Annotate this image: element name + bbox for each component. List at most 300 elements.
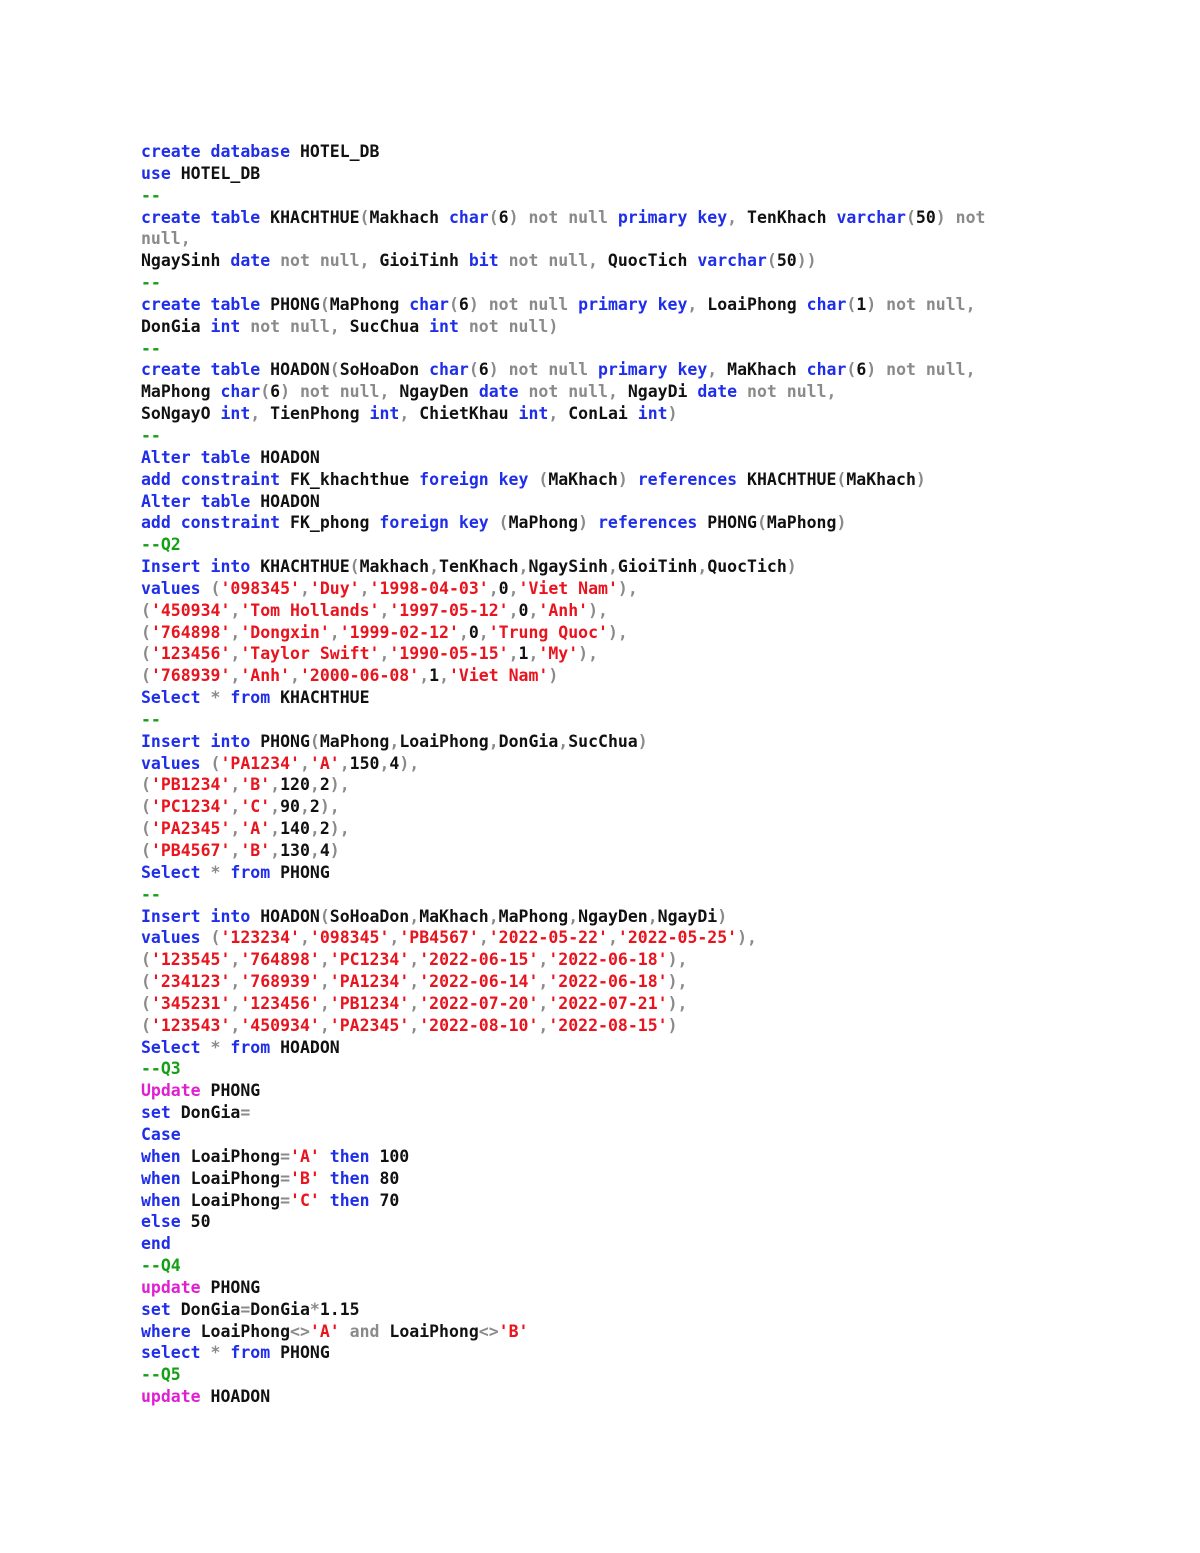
- code-token: Insert into: [141, 557, 261, 577]
- code-token: ,: [607, 557, 618, 577]
- code-token: 'PB1234': [150, 775, 231, 795]
- code-token: MaKhach: [846, 469, 916, 489]
- code-token: ,: [290, 666, 300, 686]
- code-line: [141, 1080, 1041, 1102]
- code-token: '123456': [240, 993, 320, 1013]
- code-token: FK_phong: [290, 513, 380, 533]
- code-token: NgayDi: [627, 382, 698, 402]
- code-token: ,: [478, 928, 489, 948]
- code-token: int: [429, 316, 469, 336]
- code-token: PHONG: [707, 513, 757, 533]
- code-token: ,: [409, 972, 420, 992]
- code-token: ),: [399, 753, 420, 773]
- code-token: ) not null,: [866, 294, 976, 314]
- code-token: 120: [280, 775, 310, 795]
- code-token: ): [717, 906, 728, 926]
- code-token: ,: [409, 1015, 420, 1035]
- code-token: (: [260, 382, 271, 402]
- code-token: SoHoaDon: [339, 360, 430, 380]
- code-token: ChietKhau: [419, 404, 519, 424]
- code-token: TenKhach: [747, 207, 837, 227]
- code-token: --: [141, 884, 161, 904]
- code-token: --: [141, 338, 161, 358]
- code-line: [141, 381, 1041, 403]
- code-token: ),: [667, 950, 688, 970]
- code-token: =: [240, 1103, 251, 1123]
- code-token: char: [806, 294, 847, 314]
- code-token: ,: [230, 819, 241, 839]
- code-token: varchar: [697, 251, 767, 271]
- code-token: else: [141, 1212, 191, 1232]
- code-line: [141, 622, 1041, 644]
- code-token: select: [141, 1343, 211, 1363]
- code-token: --Q2: [141, 535, 181, 555]
- code-token: char: [409, 294, 449, 314]
- code-token: QuocTich: [607, 251, 698, 271]
- code-line: [141, 403, 1041, 425]
- code-token: --: [141, 185, 161, 205]
- code-line: [141, 709, 1041, 731]
- code-token: QuocTich: [707, 557, 787, 577]
- code-token: '098345': [220, 578, 300, 598]
- code-token: SoNgayO: [141, 404, 221, 424]
- code-token: LoaiPhong: [707, 294, 807, 314]
- code-line: [141, 556, 1041, 578]
- code-token: --Q3: [141, 1059, 181, 1079]
- code-token: add constraint: [141, 469, 291, 489]
- code-line: [141, 163, 1041, 185]
- code-token: (: [905, 207, 916, 227]
- code-token: 150: [349, 753, 380, 773]
- code-token: 6: [478, 360, 489, 380]
- code-token: '1990-05-15': [389, 644, 509, 664]
- code-token: ) not null: [508, 207, 618, 227]
- code-token: ,: [230, 666, 241, 686]
- code-token: LoaiPhong: [190, 1168, 281, 1188]
- code-token: primary key: [617, 207, 728, 227]
- code-token: ): [578, 513, 598, 533]
- code-line: [141, 774, 1041, 796]
- code-line: [141, 884, 1041, 906]
- code-token: '2022-08-10': [419, 1015, 539, 1035]
- code-token: (: [448, 294, 459, 314]
- code-token: 'PA1234': [220, 753, 300, 773]
- code-token: ,: [697, 557, 708, 577]
- code-token: DonGia: [250, 1299, 310, 1319]
- code-token: then: [329, 1168, 380, 1188]
- code-line: [141, 796, 1041, 818]
- code-token: ,: [488, 906, 499, 926]
- code-token: PHONG: [270, 294, 320, 314]
- code-token: 2: [309, 797, 320, 817]
- code-line: [141, 862, 1041, 884]
- code-token: HOTEL_DB: [299, 142, 380, 161]
- code-token: ,: [488, 578, 499, 598]
- code-token: int: [637, 404, 668, 424]
- code-token: and: [349, 1321, 390, 1341]
- code-token: 'Viet Nam': [449, 666, 549, 686]
- code-token: *: [210, 1037, 231, 1057]
- code-token: HOTEL_DB: [180, 163, 261, 183]
- code-token: FK_khachthue: [290, 469, 420, 489]
- code-line: [141, 1037, 1041, 1059]
- code-token: DonGia: [180, 1103, 241, 1123]
- code-token: HOADON: [280, 1037, 340, 1057]
- code-token: values: [141, 753, 211, 773]
- code-token: KHACHTHUE: [260, 557, 350, 577]
- code-token: (: [756, 513, 767, 533]
- code-token: ,: [270, 775, 281, 795]
- code-token: ,: [528, 644, 539, 664]
- code-line: [141, 1321, 1041, 1343]
- code-token: not null,: [528, 382, 628, 402]
- code-token: MaPhong: [508, 513, 579, 533]
- code-token: when: [141, 1190, 191, 1210]
- code-token: Makhach: [359, 557, 430, 577]
- code-token: '1998-04-03': [369, 578, 489, 598]
- code-token: ,: [419, 666, 430, 686]
- code-token: (: [836, 469, 847, 489]
- code-token: --: [141, 273, 161, 293]
- code-line: [141, 1233, 1041, 1255]
- code-line: [141, 687, 1041, 709]
- code-token: ,: [548, 404, 569, 424]
- code-token: '2022-07-21': [548, 993, 668, 1013]
- code-token: 2: [319, 819, 330, 839]
- code-token: update: [141, 1277, 211, 1297]
- code-token: (: [141, 622, 151, 642]
- code-line: [141, 359, 1041, 381]
- code-token: (: [468, 360, 479, 380]
- code-token: '450934': [150, 600, 231, 620]
- code-token: 100: [379, 1146, 410, 1166]
- code-line: [141, 141, 1041, 163]
- code-line: [141, 949, 1041, 971]
- code-token: SucChua: [349, 316, 430, 336]
- code-token: 'B': [498, 1321, 529, 1341]
- code-token: (: [210, 753, 221, 773]
- code-token: <>: [478, 1321, 499, 1341]
- code-token: LoaiPhong: [190, 1146, 281, 1166]
- code-token: 'Taylor Swift': [240, 644, 380, 664]
- code-token: ,: [607, 928, 618, 948]
- code-token: ,: [538, 950, 549, 970]
- code-line: [141, 338, 1041, 360]
- code-line: [141, 207, 1041, 229]
- code-token: *: [210, 1343, 231, 1363]
- code-token: Select: [141, 1037, 211, 1057]
- code-token: ,: [439, 666, 449, 686]
- code-token: ) not null,: [280, 382, 400, 402]
- code-token: MaPhong: [498, 906, 569, 926]
- code-token: values: [141, 928, 211, 948]
- code-token: ,: [409, 906, 420, 926]
- code-token: 0: [468, 622, 479, 642]
- code-token: MaKhach: [548, 469, 618, 489]
- code-token: not null,: [747, 382, 837, 402]
- code-token: where: [141, 1321, 201, 1341]
- code-token: '450934': [240, 1015, 320, 1035]
- code-token: ): [836, 513, 847, 533]
- code-token: 'B': [240, 841, 271, 860]
- code-token: NgayDi: [657, 906, 718, 926]
- code-token: 4: [319, 841, 330, 860]
- code-token: *: [210, 688, 231, 708]
- code-token: NgaySinh: [528, 557, 608, 577]
- code-token: PHONG: [260, 731, 310, 751]
- code-token: ,: [309, 819, 320, 839]
- code-token: ,: [379, 644, 390, 664]
- code-token: ,: [518, 557, 529, 577]
- code-token: NgayDen: [399, 382, 479, 402]
- code-token: ): [548, 666, 559, 686]
- code-token: 50: [190, 1212, 211, 1232]
- code-token: date: [697, 382, 748, 402]
- code-token: (: [141, 644, 151, 664]
- code-token: not null,: [508, 251, 608, 271]
- code-token: ): [667, 404, 678, 424]
- code-token: '2022-06-18': [548, 950, 668, 970]
- code-token: ) not: [935, 207, 986, 227]
- code-token: (: [141, 775, 151, 795]
- code-token: PHONG: [210, 1081, 261, 1101]
- code-token: Select: [141, 688, 211, 708]
- code-token: '123543': [150, 1015, 231, 1035]
- code-token: 1: [429, 666, 440, 686]
- code-token: int: [369, 404, 400, 424]
- code-token: foreign key: [419, 469, 539, 489]
- code-token: '123234': [220, 928, 300, 948]
- code-token: 4: [389, 753, 400, 773]
- sql-code-block: [141, 141, 1041, 1408]
- code-token: then: [329, 1190, 380, 1210]
- code-token: NgaySinh: [141, 251, 231, 271]
- code-token: ): [667, 1015, 678, 1035]
- code-token: (: [846, 360, 857, 380]
- code-token: date: [478, 382, 529, 402]
- code-line: [141, 228, 1041, 250]
- code-token: ,: [250, 404, 271, 424]
- code-token: SoHoaDon: [329, 906, 410, 926]
- code-token: Insert into: [141, 906, 261, 926]
- code-token: from: [230, 1037, 281, 1057]
- code-line: [141, 1386, 1041, 1408]
- code-line: [141, 512, 1041, 534]
- code-token: 'Anh': [240, 666, 291, 686]
- code-token: ,: [230, 644, 241, 664]
- code-token: ,: [299, 797, 310, 817]
- code-token: LoaiPhong: [200, 1321, 291, 1341]
- code-token: char: [429, 360, 469, 380]
- code-token: ,: [299, 753, 310, 773]
- code-token: ,: [508, 644, 519, 664]
- code-token: GioiTinh: [379, 251, 469, 271]
- code-token: 1: [518, 644, 529, 664]
- code-token: ,: [409, 950, 420, 970]
- code-line: [141, 665, 1041, 687]
- code-line: [141, 840, 1041, 862]
- code-token: '2022-05-22': [488, 928, 608, 948]
- code-token: ),: [588, 600, 608, 620]
- code-line: [141, 993, 1041, 1015]
- code-token: *: [210, 862, 231, 882]
- code-token: from: [230, 862, 281, 882]
- code-line: [141, 1058, 1041, 1080]
- code-token: (: [141, 1015, 151, 1035]
- code-token: ,: [230, 841, 241, 860]
- code-token: TenKhach: [439, 557, 519, 577]
- code-token: references: [637, 469, 748, 489]
- code-token: (: [766, 251, 777, 271]
- code-token: ): [637, 731, 648, 751]
- code-token: '768939': [150, 666, 231, 686]
- code-token: 'Duy': [309, 578, 360, 598]
- code-token: 1.15: [319, 1299, 360, 1319]
- code-token: --Q4: [141, 1256, 181, 1276]
- code-token: --: [141, 709, 161, 729]
- code-token: 'PB4567': [399, 928, 479, 948]
- code-token: ,: [538, 993, 549, 1013]
- code-token: then: [329, 1146, 380, 1166]
- code-token: (: [359, 207, 370, 227]
- code-token: '2022-06-18': [548, 972, 668, 992]
- code-token: '2022-06-15': [419, 950, 539, 970]
- code-token: create table: [141, 294, 271, 314]
- code-token: '2022-08-15': [548, 1015, 668, 1035]
- code-token: PHONG: [280, 1343, 330, 1363]
- code-token: ,: [230, 797, 241, 817]
- code-token: 'PA2345': [329, 1015, 410, 1035]
- code-token: ,: [647, 906, 658, 926]
- code-token: GioiTinh: [617, 557, 698, 577]
- code-token: varchar: [836, 207, 906, 227]
- code-token: KHACHTHUE: [270, 207, 360, 227]
- code-token: 'Dongxin': [240, 622, 330, 642]
- code-token: =: [240, 1299, 251, 1319]
- code-token: ,: [478, 622, 489, 642]
- code-token: create database: [141, 142, 300, 161]
- code-token: '2022-05-25': [617, 928, 738, 948]
- code-token: --: [141, 425, 161, 445]
- code-token: 6: [270, 382, 281, 402]
- code-token: ),: [667, 993, 688, 1013]
- code-token: MaPhong: [319, 731, 390, 751]
- code-token: bit: [468, 251, 509, 271]
- code-token: --Q5: [141, 1365, 181, 1385]
- code-token: use: [141, 163, 181, 183]
- code-line: [141, 491, 1041, 513]
- code-token: PHONG: [210, 1277, 261, 1297]
- code-token: update: [141, 1387, 211, 1407]
- code-token: ) not null: [468, 294, 579, 314]
- code-token: ,: [230, 600, 241, 620]
- code-token: ,: [319, 972, 330, 992]
- code-token: LoaiPhong: [389, 1321, 479, 1341]
- code-token: ) not null: [488, 360, 598, 380]
- code-token: HOADON: [210, 1387, 271, 1407]
- code-line: [141, 425, 1041, 447]
- code-token: set: [141, 1299, 181, 1319]
- code-line: [141, 1146, 1041, 1168]
- code-token: ,: [687, 294, 708, 314]
- code-token: MaKhach: [727, 360, 807, 380]
- code-token: ,: [270, 841, 281, 860]
- code-token: ,: [339, 753, 350, 773]
- code-token: 6: [458, 294, 469, 314]
- code-token: 'PB4567': [150, 841, 231, 860]
- code-token: ,: [230, 993, 241, 1013]
- code-token: ,: [528, 600, 539, 620]
- code-token: int: [220, 404, 251, 424]
- code-token: =: [280, 1168, 291, 1188]
- code-line: [141, 469, 1041, 491]
- code-token: when: [141, 1146, 191, 1166]
- code-token: DonGia: [180, 1299, 241, 1319]
- code-line: [141, 906, 1041, 928]
- code-token: 80: [379, 1168, 400, 1188]
- code-token: 'My': [538, 644, 579, 664]
- code-token: (: [349, 557, 360, 577]
- code-token: ,: [409, 993, 420, 1013]
- code-token: 140: [280, 819, 310, 839]
- code-token: MaKhach: [419, 906, 489, 926]
- code-token: not null): [468, 316, 559, 336]
- code-token: <>: [290, 1321, 310, 1341]
- code-token: 'B': [290, 1168, 330, 1188]
- code-token: )): [796, 251, 817, 271]
- code-token: when: [141, 1168, 191, 1188]
- code-token: 'A': [309, 753, 340, 773]
- code-token: (: [538, 469, 549, 489]
- code-token: =: [280, 1146, 291, 1166]
- code-token: ),: [578, 644, 599, 664]
- code-token: 'PC1234': [329, 950, 410, 970]
- code-token: Update: [141, 1081, 211, 1101]
- code-token: '764898': [150, 622, 231, 642]
- code-token: (: [329, 360, 340, 380]
- code-token: 'PA1234': [329, 972, 410, 992]
- code-token: 'Trung Quoc': [488, 622, 608, 642]
- code-token: (: [141, 666, 151, 686]
- code-token: (: [319, 906, 330, 926]
- code-token: TienPhong: [270, 404, 370, 424]
- code-token: ,: [299, 578, 310, 598]
- code-line: [141, 643, 1041, 665]
- code-token: create table: [141, 207, 271, 227]
- code-token: ,: [538, 1015, 549, 1035]
- code-token: 'PC1234': [150, 797, 231, 817]
- code-line: [141, 447, 1041, 469]
- code-line: [141, 1277, 1041, 1299]
- code-token: foreign key: [379, 513, 499, 533]
- code-line: [141, 316, 1041, 338]
- code-line: [141, 1299, 1041, 1321]
- code-token: ,: [329, 622, 340, 642]
- code-token: ,: [538, 972, 549, 992]
- code-token: 'A': [290, 1146, 330, 1166]
- code-token: ,: [389, 928, 400, 948]
- code-token: ConLai: [568, 404, 638, 424]
- code-token: ,: [270, 819, 281, 839]
- code-token: from: [230, 688, 281, 708]
- code-line: [141, 1255, 1041, 1277]
- code-token: MaPhong: [329, 294, 410, 314]
- code-token: ,: [230, 972, 241, 992]
- code-token: KHACHTHUE: [280, 688, 370, 708]
- code-line: [141, 1190, 1041, 1212]
- code-token: (: [319, 294, 330, 314]
- code-token: ),: [319, 797, 340, 817]
